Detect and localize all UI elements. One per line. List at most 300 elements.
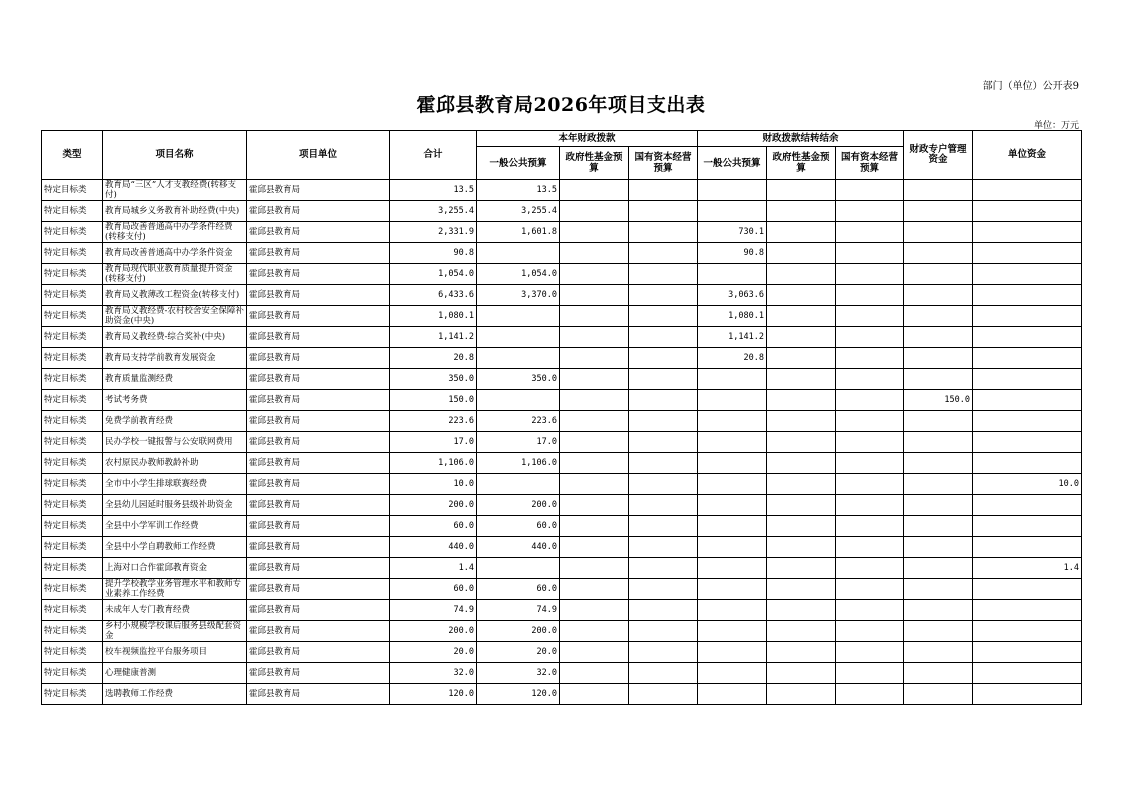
cell-cy-fund <box>560 579 629 600</box>
cell-cy-general: 200.0 <box>477 621 560 642</box>
cell-unit-fund <box>973 579 1082 600</box>
cell-project-name: 校车视频监控平台服务项目 <box>103 642 247 663</box>
cell-cy-fund <box>560 369 629 390</box>
cell-total: 32.0 <box>390 663 477 684</box>
cell-total: 1,054.0 <box>390 264 477 285</box>
cell-total: 200.0 <box>390 621 477 642</box>
cell-project-unit: 霍邱县教育局 <box>247 558 390 579</box>
cell-co-general: 20.8 <box>698 348 767 369</box>
cell-co-fund <box>767 348 836 369</box>
cell-unit-fund <box>973 369 1082 390</box>
cell-special-fund <box>904 201 973 222</box>
cell-cy-state <box>629 516 698 537</box>
cell-cy-general: 120.0 <box>477 684 560 705</box>
cell-cy-fund <box>560 180 629 201</box>
table-row <box>42 600 1082 621</box>
cell-cy-general <box>477 558 560 579</box>
cell-special-fund <box>904 684 973 705</box>
cell-cy-general <box>477 243 560 264</box>
cell-total: 10.0 <box>390 474 477 495</box>
cell-co-general <box>698 579 767 600</box>
cell-co-fund <box>767 432 836 453</box>
cell-cy-general: 1,054.0 <box>477 264 560 285</box>
cell-cy-fund <box>560 327 629 348</box>
cell-total: 120.0 <box>390 684 477 705</box>
table-row <box>42 201 1082 222</box>
cell-type: 特定目标类 <box>42 432 103 453</box>
cell-type: 特定目标类 <box>42 390 103 411</box>
cell-cy-state <box>629 579 698 600</box>
cell-project-unit: 霍邱县教育局 <box>247 348 390 369</box>
header-current-year: 本年财政拨款 <box>477 131 698 147</box>
cell-cy-fund <box>560 222 629 243</box>
cell-project-unit: 霍邱县教育局 <box>247 684 390 705</box>
table-row <box>42 243 1082 264</box>
cell-co-fund <box>767 264 836 285</box>
cell-unit-fund <box>973 411 1082 432</box>
cell-cy-state <box>629 348 698 369</box>
cell-special-fund <box>904 285 973 306</box>
cell-co-fund <box>767 243 836 264</box>
cell-cy-fund <box>560 285 629 306</box>
cell-project-name: 全县幼儿园延时服务县级补助资金 <box>103 495 247 516</box>
cell-project-unit: 霍邱县教育局 <box>247 621 390 642</box>
table-row <box>42 516 1082 537</box>
cell-total: 60.0 <box>390 579 477 600</box>
cell-co-fund <box>767 579 836 600</box>
cell-project-unit: 霍邱县教育局 <box>247 180 390 201</box>
cell-cy-state <box>629 663 698 684</box>
cell-project-unit: 霍邱县教育局 <box>247 243 390 264</box>
table-row <box>42 663 1082 684</box>
cell-co-state <box>836 579 904 600</box>
header-co-general: 一般公共预算 <box>698 147 767 180</box>
cell-co-state <box>836 264 904 285</box>
table-row <box>42 369 1082 390</box>
cell-project-unit: 霍邱县教育局 <box>247 201 390 222</box>
page-title: 霍邱县教育局2026年项目支出表 <box>416 94 706 116</box>
cell-cy-state <box>629 642 698 663</box>
cell-co-state <box>836 243 904 264</box>
table-row <box>42 558 1082 579</box>
cell-project-name: 考试考务费 <box>103 390 247 411</box>
cell-cy-fund <box>560 264 629 285</box>
cell-total: 1.4 <box>390 558 477 579</box>
cell-project-unit: 霍邱县教育局 <box>247 537 390 558</box>
cell-type: 特定目标类 <box>42 411 103 432</box>
cell-project-name: 教育局城乡义务教育补助经费(中央) <box>103 201 247 222</box>
cell-unit-fund <box>973 285 1082 306</box>
table-row <box>42 306 1082 327</box>
table-row <box>42 348 1082 369</box>
cell-special-fund <box>904 516 973 537</box>
cell-special-fund <box>904 558 973 579</box>
cell-special-fund <box>904 474 973 495</box>
cell-cy-general: 60.0 <box>477 516 560 537</box>
cell-total: 13.5 <box>390 180 477 201</box>
cell-cy-state <box>629 201 698 222</box>
cell-cy-general: 350.0 <box>477 369 560 390</box>
cell-co-general: 1,141.2 <box>698 327 767 348</box>
cell-co-general <box>698 558 767 579</box>
cell-co-state <box>836 474 904 495</box>
cell-co-general <box>698 180 767 201</box>
cell-special-fund <box>904 642 973 663</box>
cell-cy-state <box>629 495 698 516</box>
cell-co-general <box>698 474 767 495</box>
table-row <box>42 642 1082 663</box>
cell-cy-state <box>629 537 698 558</box>
cell-cy-general: 20.0 <box>477 642 560 663</box>
cell-unit-fund <box>973 306 1082 327</box>
cell-type: 特定目标类 <box>42 600 103 621</box>
cell-co-state <box>836 285 904 306</box>
table-body <box>42 180 1082 705</box>
unit-label: 单位：万元 <box>1033 121 1079 131</box>
cell-cy-fund <box>560 243 629 264</box>
cell-cy-state <box>629 390 698 411</box>
cell-special-fund <box>904 243 973 264</box>
form-number: 部门（单位）公开表9 <box>982 81 1079 92</box>
cell-special-fund <box>904 537 973 558</box>
header-cy-general: 一般公共预算 <box>477 147 560 180</box>
cell-co-fund <box>767 222 836 243</box>
cell-type: 特定目标类 <box>42 306 103 327</box>
table-row <box>42 474 1082 495</box>
cell-special-fund <box>904 369 973 390</box>
cell-cy-state <box>629 264 698 285</box>
cell-type: 特定目标类 <box>42 684 103 705</box>
cell-cy-general: 223.6 <box>477 411 560 432</box>
cell-co-state <box>836 327 904 348</box>
cell-unit-fund <box>973 495 1082 516</box>
cell-unit-fund <box>973 201 1082 222</box>
cell-total: 200.0 <box>390 495 477 516</box>
project-expenditure-table <box>41 130 1082 705</box>
cell-special-fund <box>904 621 973 642</box>
cell-co-state <box>836 453 904 474</box>
table-row <box>42 285 1082 306</box>
cell-project-name: 教育局义教经费-综合奖补(中央) <box>103 327 247 348</box>
cell-co-state <box>836 642 904 663</box>
cell-co-fund <box>767 453 836 474</box>
cell-cy-fund <box>560 684 629 705</box>
cell-type: 特定目标类 <box>42 180 103 201</box>
cell-special-fund <box>904 495 973 516</box>
header-carryover: 财政拨款结转结余 <box>698 131 904 147</box>
cell-project-name: 教育局义教薄改工程资金(转移支付) <box>103 285 247 306</box>
cell-cy-fund <box>560 495 629 516</box>
cell-cy-state <box>629 411 698 432</box>
cell-co-general <box>698 495 767 516</box>
cell-unit-fund <box>973 600 1082 621</box>
cell-unit-fund <box>973 621 1082 642</box>
cell-project-name: 教育质量监测经费 <box>103 369 247 390</box>
cell-project-name: 教育局现代职业教育质量提升资金(转移支付) <box>103 264 247 285</box>
cell-co-fund <box>767 495 836 516</box>
cell-total: 223.6 <box>390 411 477 432</box>
cell-co-general <box>698 369 767 390</box>
cell-co-fund <box>767 684 836 705</box>
cell-type: 特定目标类 <box>42 642 103 663</box>
table-row <box>42 180 1082 201</box>
cell-project-unit: 霍邱县教育局 <box>247 663 390 684</box>
cell-cy-state <box>629 432 698 453</box>
table-row <box>42 684 1082 705</box>
cell-co-state <box>836 621 904 642</box>
cell-co-fund <box>767 516 836 537</box>
cell-unit-fund <box>973 453 1082 474</box>
cell-co-general <box>698 684 767 705</box>
cell-unit-fund <box>973 264 1082 285</box>
cell-type: 特定目标类 <box>42 348 103 369</box>
cell-co-general <box>698 201 767 222</box>
cell-total: 1,106.0 <box>390 453 477 474</box>
cell-co-state <box>836 306 904 327</box>
cell-co-fund <box>767 327 836 348</box>
cell-co-general <box>698 453 767 474</box>
cell-project-name: 提升学校教学业务管理水平和教师专业素养工作经费 <box>103 579 247 600</box>
cell-co-fund <box>767 369 836 390</box>
cell-type: 特定目标类 <box>42 663 103 684</box>
cell-co-fund <box>767 180 836 201</box>
cell-special-fund <box>904 663 973 684</box>
cell-total: 1,141.2 <box>390 327 477 348</box>
cell-special-fund <box>904 264 973 285</box>
table-row <box>42 621 1082 642</box>
cell-cy-fund <box>560 600 629 621</box>
cell-project-unit: 霍邱县教育局 <box>247 390 390 411</box>
cell-project-unit: 霍邱县教育局 <box>247 495 390 516</box>
table-row <box>42 390 1082 411</box>
cell-special-fund: 150.0 <box>904 390 973 411</box>
header-type: 类型 <box>42 131 103 180</box>
cell-project-name: 教育局改善普通高中办学条件经费(转移支付) <box>103 222 247 243</box>
cell-cy-fund <box>560 474 629 495</box>
cell-project-name: 农村原民办教师教龄补助 <box>103 453 247 474</box>
table-row <box>42 495 1082 516</box>
cell-cy-general: 3,255.4 <box>477 201 560 222</box>
header-project-unit: 项目单位 <box>247 131 390 180</box>
cell-project-unit: 霍邱县教育局 <box>247 222 390 243</box>
cell-co-fund <box>767 285 836 306</box>
cell-project-unit: 霍邱县教育局 <box>247 264 390 285</box>
cell-cy-state <box>629 285 698 306</box>
cell-project-unit: 霍邱县教育局 <box>247 432 390 453</box>
cell-cy-general: 440.0 <box>477 537 560 558</box>
cell-special-fund <box>904 600 973 621</box>
cell-co-general <box>698 642 767 663</box>
cell-cy-general: 74.9 <box>477 600 560 621</box>
cell-project-name: 教育局“三区”人才支教经费(转移支付) <box>103 180 247 201</box>
cell-cy-general: 1,106.0 <box>477 453 560 474</box>
cell-project-unit: 霍邱县教育局 <box>247 327 390 348</box>
cell-unit-fund <box>973 642 1082 663</box>
cell-co-general: 730.1 <box>698 222 767 243</box>
cell-co-general <box>698 390 767 411</box>
cell-co-fund <box>767 663 836 684</box>
cell-type: 特定目标类 <box>42 285 103 306</box>
cell-type: 特定目标类 <box>42 243 103 264</box>
cell-type: 特定目标类 <box>42 327 103 348</box>
cell-co-state <box>836 516 904 537</box>
cell-cy-general <box>477 474 560 495</box>
cell-project-name: 心理健康普测 <box>103 663 247 684</box>
cell-project-unit: 霍邱县教育局 <box>247 516 390 537</box>
cell-cy-fund <box>560 201 629 222</box>
cell-cy-state <box>629 600 698 621</box>
cell-unit-fund: 1.4 <box>973 558 1082 579</box>
cell-special-fund <box>904 348 973 369</box>
cell-total: 1,080.1 <box>390 306 477 327</box>
cell-co-fund <box>767 642 836 663</box>
cell-cy-general: 13.5 <box>477 180 560 201</box>
cell-cy-state <box>629 558 698 579</box>
cell-cy-fund <box>560 432 629 453</box>
cell-project-name: 上海对口合作霍邱教育资金 <box>103 558 247 579</box>
cell-cy-fund <box>560 516 629 537</box>
cell-project-name: 乡村小规模学校课后服务县级配套资金 <box>103 621 247 642</box>
cell-total: 90.8 <box>390 243 477 264</box>
cell-unit-fund <box>973 222 1082 243</box>
table-row <box>42 537 1082 558</box>
cell-cy-state <box>629 243 698 264</box>
cell-project-unit: 霍邱县教育局 <box>247 579 390 600</box>
cell-type: 特定目标类 <box>42 495 103 516</box>
cell-co-state <box>836 390 904 411</box>
cell-co-fund <box>767 201 836 222</box>
header-cy-state: 国有资本经营预算 <box>629 147 698 180</box>
cell-special-fund <box>904 180 973 201</box>
cell-co-general <box>698 663 767 684</box>
cell-co-state <box>836 201 904 222</box>
cell-co-state <box>836 369 904 390</box>
cell-project-name: 免费学前教育经费 <box>103 411 247 432</box>
cell-co-general <box>698 264 767 285</box>
cell-co-state <box>836 684 904 705</box>
cell-co-fund <box>767 558 836 579</box>
cell-type: 特定目标类 <box>42 537 103 558</box>
header-co-fund: 政府性基金预算 <box>767 147 836 180</box>
table-row <box>42 579 1082 600</box>
cell-cy-fund <box>560 306 629 327</box>
header-special-fund: 财政专户管理资金 <box>904 131 973 180</box>
cell-cy-fund <box>560 411 629 432</box>
cell-cy-general: 3,370.0 <box>477 285 560 306</box>
cell-cy-state <box>629 474 698 495</box>
cell-cy-fund <box>560 621 629 642</box>
cell-cy-fund <box>560 558 629 579</box>
header-cy-fund: 政府性基金预算 <box>560 147 629 180</box>
cell-unit-fund <box>973 390 1082 411</box>
cell-co-state <box>836 495 904 516</box>
cell-co-state <box>836 600 904 621</box>
cell-co-state <box>836 432 904 453</box>
cell-unit-fund <box>973 663 1082 684</box>
cell-co-state <box>836 537 904 558</box>
cell-total: 440.0 <box>390 537 477 558</box>
cell-cy-fund <box>560 348 629 369</box>
cell-cy-general <box>477 306 560 327</box>
cell-cy-state <box>629 306 698 327</box>
cell-special-fund <box>904 579 973 600</box>
cell-type: 特定目标类 <box>42 369 103 390</box>
cell-project-unit: 霍邱县教育局 <box>247 285 390 306</box>
cell-type: 特定目标类 <box>42 558 103 579</box>
cell-co-fund <box>767 474 836 495</box>
cell-total: 17.0 <box>390 432 477 453</box>
cell-special-fund <box>904 453 973 474</box>
cell-project-name: 未成年人专门教育经费 <box>103 600 247 621</box>
cell-project-name: 教育局支持学前教育发展资金 <box>103 348 247 369</box>
cell-cy-general: 200.0 <box>477 495 560 516</box>
cell-co-state <box>836 180 904 201</box>
cell-co-fund <box>767 600 836 621</box>
cell-project-name: 全县中小学军训工作经费 <box>103 516 247 537</box>
cell-special-fund <box>904 306 973 327</box>
cell-project-unit: 霍邱县教育局 <box>247 306 390 327</box>
cell-unit-fund <box>973 432 1082 453</box>
cell-total: 6,433.6 <box>390 285 477 306</box>
table-row <box>42 411 1082 432</box>
cell-project-name: 全县中小学自聘教师工作经费 <box>103 537 247 558</box>
cell-co-fund <box>767 411 836 432</box>
cell-project-unit: 霍邱县教育局 <box>247 474 390 495</box>
cell-project-name: 民办学校一键报警与公安联网费用 <box>103 432 247 453</box>
cell-cy-general <box>477 327 560 348</box>
cell-cy-fund <box>560 390 629 411</box>
cell-co-state <box>836 348 904 369</box>
cell-unit-fund <box>973 327 1082 348</box>
cell-unit-fund <box>973 180 1082 201</box>
cell-special-fund <box>904 222 973 243</box>
cell-cy-general <box>477 348 560 369</box>
cell-total: 60.0 <box>390 516 477 537</box>
cell-cy-state <box>629 621 698 642</box>
cell-co-fund <box>767 390 836 411</box>
cell-type: 特定目标类 <box>42 201 103 222</box>
cell-cy-state <box>629 684 698 705</box>
cell-cy-general: 60.0 <box>477 579 560 600</box>
cell-type: 特定目标类 <box>42 579 103 600</box>
cell-cy-fund <box>560 453 629 474</box>
cell-cy-fund <box>560 537 629 558</box>
cell-unit-fund: 10.0 <box>973 474 1082 495</box>
cell-co-general <box>698 516 767 537</box>
cell-total: 20.0 <box>390 642 477 663</box>
cell-total: 2,331.9 <box>390 222 477 243</box>
cell-type: 特定目标类 <box>42 474 103 495</box>
cell-project-unit: 霍邱县教育局 <box>247 600 390 621</box>
cell-cy-state <box>629 453 698 474</box>
cell-cy-general: 1,601.8 <box>477 222 560 243</box>
table-row <box>42 432 1082 453</box>
cell-co-state <box>836 222 904 243</box>
cell-cy-state <box>629 327 698 348</box>
cell-unit-fund <box>973 516 1082 537</box>
cell-special-fund <box>904 432 973 453</box>
cell-total: 150.0 <box>390 390 477 411</box>
cell-project-name: 全市中小学生排球联赛经费 <box>103 474 247 495</box>
header-unit-fund: 单位资金 <box>973 131 1082 180</box>
cell-co-general: 90.8 <box>698 243 767 264</box>
cell-co-fund <box>767 306 836 327</box>
cell-special-fund <box>904 411 973 432</box>
cell-co-state <box>836 411 904 432</box>
cell-type: 特定目标类 <box>42 516 103 537</box>
cell-project-name: 教育局义教经费-农村校舍安全保障补助资金(中央) <box>103 306 247 327</box>
header-total: 合计 <box>390 131 477 180</box>
